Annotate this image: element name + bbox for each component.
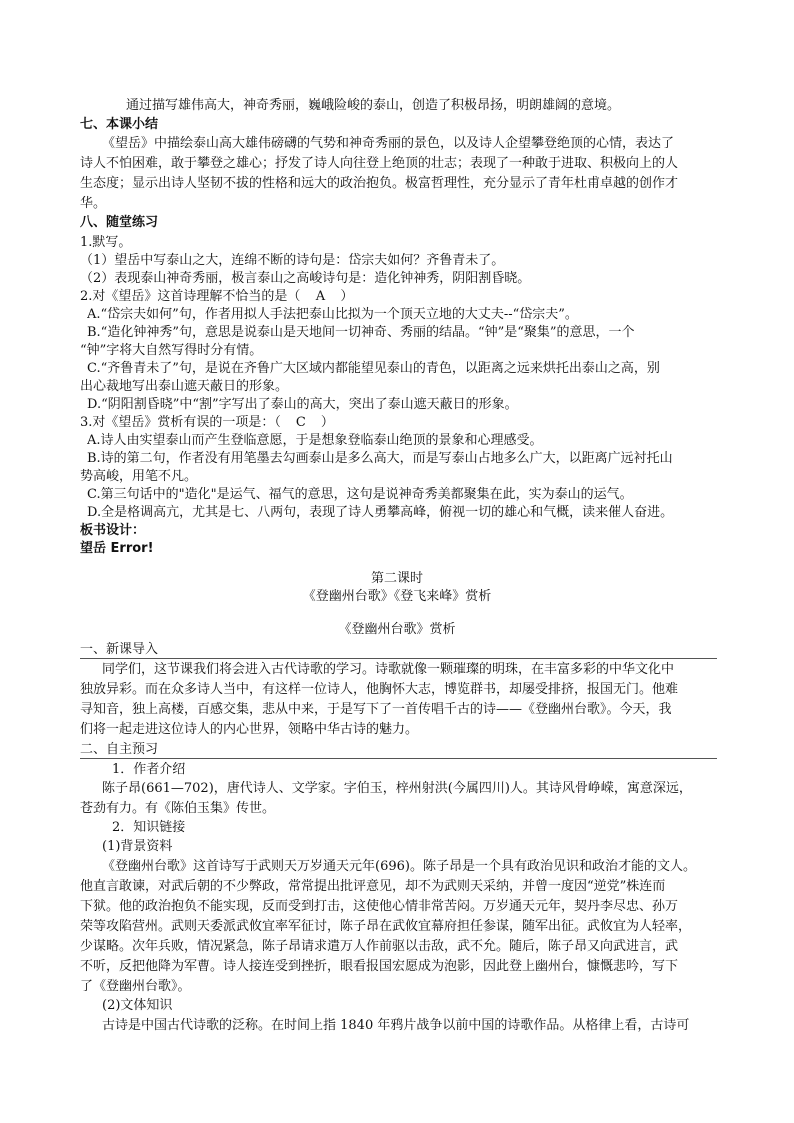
question-2-option-c-cont: 出心裁地写出泰山遮天蔽日的形象。 (80, 379, 289, 394)
lesson-subtitle: 《登幽州台歌》《登飞来峰》赏析 (302, 589, 492, 604)
question-3-option-a: A.诗人由实望泰山而产生登临意愿，于是想象登临泰山绝顶的景象和心理感受。 (87, 433, 543, 448)
genre-paragraph-line: 古诗是中国古代诗歌的泛称。在时间上指 1840 年鸦片战争以前中国的诗歌作品。从格律上看，古诗可 (102, 1018, 690, 1033)
summary-paragraph-line: 诗人不怕困难，敢于攀登之雄心；抒发了诗人向往登上绝顶的壮志；表现了一种敢于进取、积极向上的人 (80, 156, 679, 171)
intro-line: 通过描写雄伟高大，神奇秀丽，巍峨险峻的泰山，创造了积极昂扬，明朗雄阔的意境。 (126, 98, 621, 113)
background-paragraph-line: 少谋略。次年兵败，情况紧急，陈子昂请求遣万人作前驱以击敌，武不允。随后，陈子昂又向武进言，武 (80, 939, 679, 954)
question-1-item: （2）表现泰山神奇秀丽，极言泰山之高峻诗句是：造化钟神秀，阴阳割昏晓。 (80, 271, 531, 286)
board-design-error: 望岳 Error! (80, 541, 154, 556)
background-paragraph-line: 荣等攻陷营州。武则天委派武攸宜率军征讨，陈子昂在武攸宜幕府担任参谋，随军出征。武攸宜为人轻率， (80, 919, 692, 934)
author-paragraph-line: 苍劲有力。有《陈伯玉集》传世。 (80, 801, 276, 816)
summary-paragraph-line: 华。 (80, 196, 107, 211)
question-3 (80, 413, 730, 433)
question-3-option-b-cont: 势高峻，用笔不凡。 (80, 469, 198, 484)
practice-heading: 八、随堂练习 (80, 215, 159, 230)
question-3-close: ） (320, 415, 334, 430)
question-2-close: ） (340, 289, 354, 304)
intro-paragraph-line: 们将一起走进这位诗人的内心世界，领略中华古诗的魅力。 (80, 722, 419, 737)
question-3-option-c: C.第三句话中的"造化"是运气、福气的意思，这句是说神奇秀美都聚集在此，实为泰山的运气。 (87, 487, 633, 502)
divider (80, 758, 717, 759)
question-2-option-a: A.“岱宗夫如何”句，作者用拟人手法把泰山比拟为一个顶天立地的大丈夫--“岱宗夫”。 (87, 307, 578, 322)
board-design-heading: 板书设计： (80, 523, 146, 538)
question-3-answer: C (295, 415, 306, 430)
question-2-option-b: B.“造化钟神秀”句，意思是说泰山是天地间一切神奇、秀丽的结晶。“钟”是“聚集”的意思，一个 (87, 325, 635, 340)
question-3-stem: 3.对《望岳》赏析有误的一项是：（ (80, 415, 281, 430)
question-1-item: （1）望岳中写泰山之大，连绵不断的诗句是：岱宗夫如何？齐鲁青未了。 (80, 253, 505, 268)
lesson-title: 第二课时 (370, 571, 423, 586)
background-paragraph-line: 不听，反把他降为军曹。诗人接连受到挫折，眼看报国宏愿成为泡影，因此登上幽州台，慷慨悲吟，写下 (80, 959, 679, 974)
question-2-answer: A (315, 289, 326, 304)
question-2-option-c: C.“齐鲁青未了”句，是说在齐鲁广大区域内都能望见泰山的青色，以距离之远来烘托出泰山之高，别 (87, 361, 660, 376)
summary-paragraph-line: 生态度；显示出诗人坚韧不拔的性格和远大的政治抱负。极富哲理性，充分显示了青年杜甫卓越的创作才 (80, 176, 679, 191)
divider (80, 658, 717, 659)
background-paragraph-line: 下狱。他的政治抱负不能实现，反而受到打击，这使他心情非常苦闷。万岁通天元年，契丹李尽忠、孙万 (80, 899, 679, 914)
question-2-option-d: D.“阴阳割昏晓”中“割”字写出了泰山的高大，突出了泰山遮天蔽日的形象。 (87, 397, 518, 412)
author-heading: 1．作者介绍 (112, 762, 186, 777)
background-paragraph-line: 他直言敢谏，对武后朝的不少弊政，常常提出批评意见，却不为武则天采纳，并曾一度因“逆党”株连而 (80, 879, 666, 894)
poem-title: 《登幽州台歌》赏析 (338, 622, 456, 637)
intro-paragraph-line: 寻知音，独上高楼，百感交集，悲从中来，于是写下了一首传唱千古的诗——《登幽州台歌》。今天，我 (80, 702, 672, 717)
author-paragraph-line: 陈子昂(661—702)，唐代诗人、文学家。字伯玉，梓州射洪(今属四川)人。其诗风骨峥嵘，寓意深远， (102, 781, 692, 796)
question-3-option-d: D.全是格调高亢，尤其是七、八两句，表现了诗人勇攀高峰，俯视一切的雄心和气概，读来催人奋进。 (87, 505, 674, 520)
section-heading-intro: 一、新课导入 (80, 642, 159, 657)
summary-heading: 七、本课小结 (80, 117, 159, 132)
question-2-stem: 2.对《望岳》这首诗理解不恰当的是（ (80, 289, 301, 304)
genre-heading: (2)文体知识 (102, 998, 173, 1013)
intro-paragraph-line: 独放异彩。而在众多诗人当中，有这样一位诗人，他胸怀大志，博览群书，却屡受排挤，报国无门。他难 (80, 682, 679, 697)
question-1: 1.默写。 (80, 235, 132, 250)
background-paragraph-line: 《登幽州台歌》这首诗写于武则天万岁通天元年(696)。陈子昂是一个具有政治见识和政治才能的文人。 (102, 859, 696, 874)
question-2 (80, 287, 730, 307)
section-heading-preview: 二、自主预习 (80, 742, 159, 757)
background-paragraph-line: 了《登幽州台歌》。 (80, 979, 191, 994)
summary-paragraph-line: 《望岳》中描绘泰山高大雄伟磅礴的气势和神奇秀丽的景色，以及诗人企望攀登绝顶的心情，表达了 (102, 136, 675, 151)
question-3-option-b: B.诗的第二句，作者没有用笔墨去勾画泰山是多么高大，而是写泰山占地多么广大，以距离广远衬托山 (87, 451, 673, 466)
question-2-option-b-cont: “钟”字将大自然写得时分有情。 (80, 343, 263, 358)
intro-paragraph-line: 同学们，这节课我们将会进入古代诗歌的学习。诗歌就像一颗璀璨的明珠，在丰富多彩的中华文化中 (102, 662, 675, 677)
background-heading: (1)背景资料 (102, 839, 173, 854)
knowledge-heading: 2．知识链接 (112, 820, 186, 835)
